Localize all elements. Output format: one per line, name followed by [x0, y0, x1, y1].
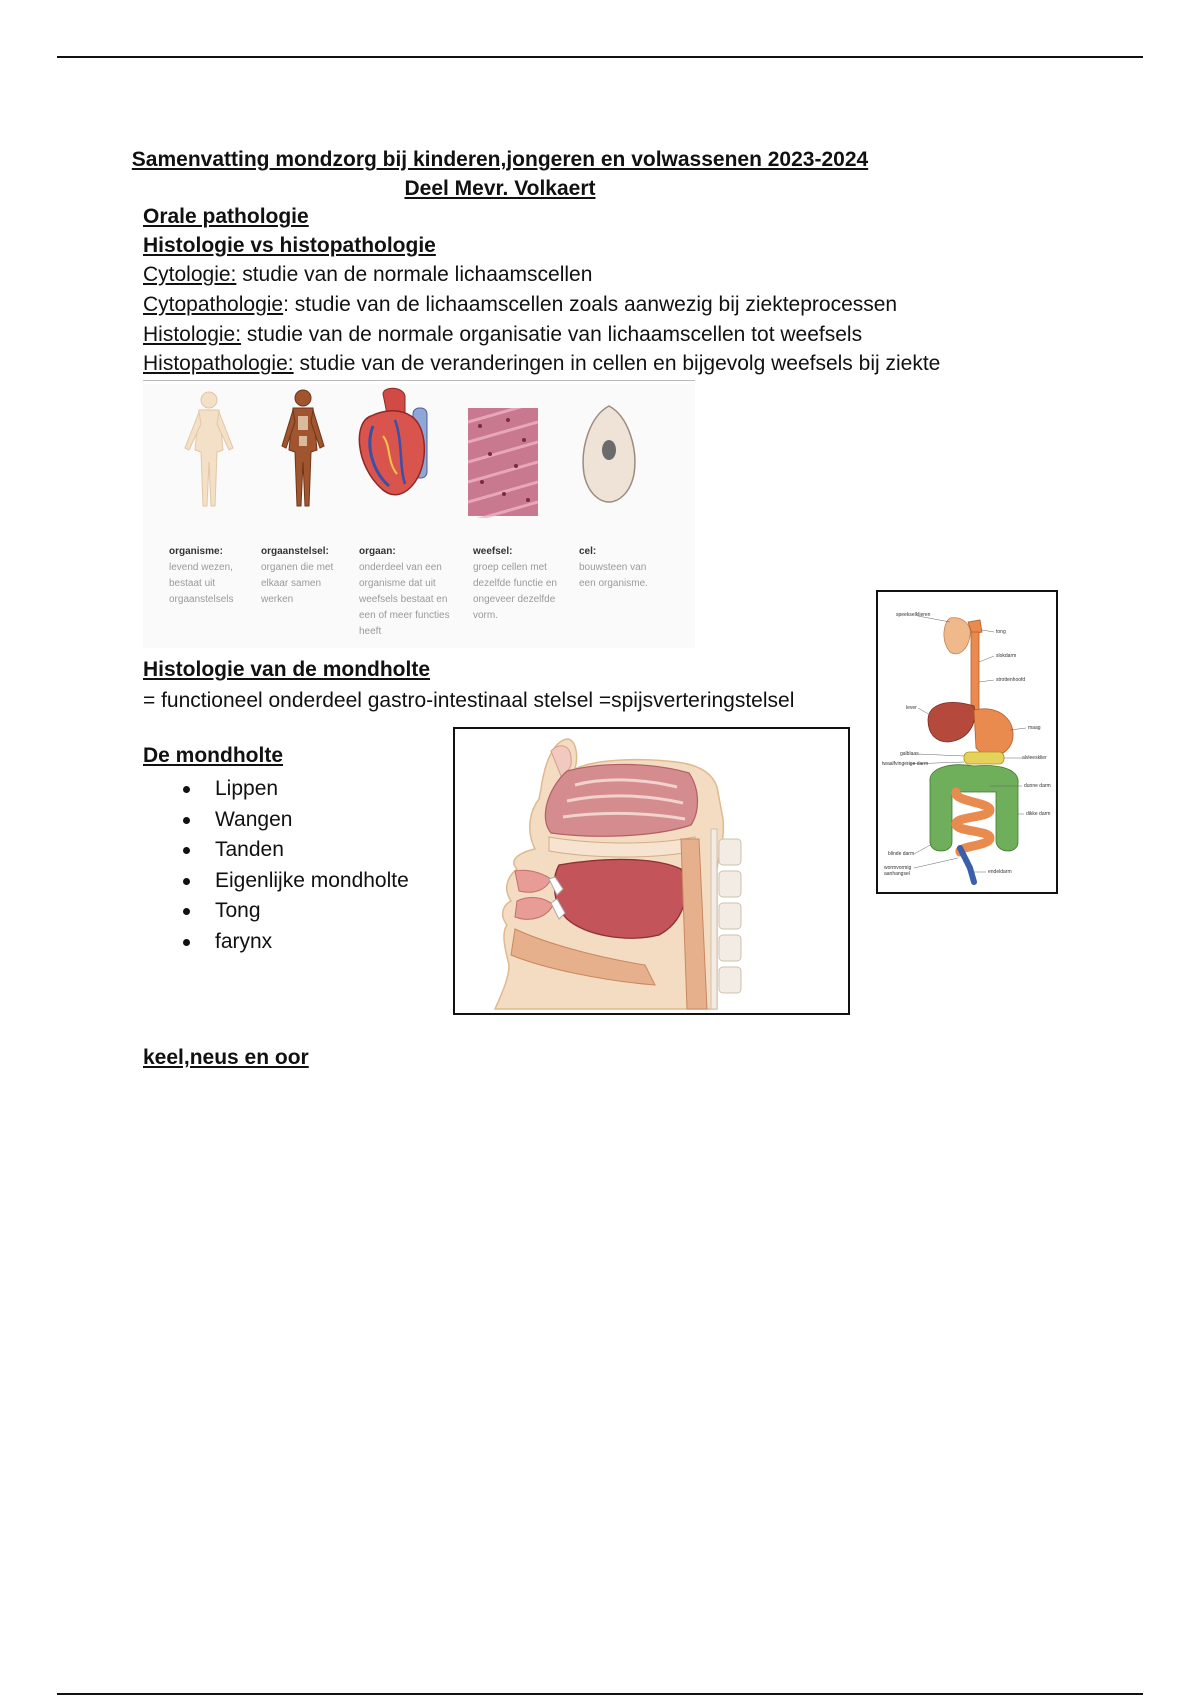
- label-blinde-darm: blinde darm: [888, 851, 915, 857]
- document-title: [0, 145, 1000, 203]
- caption-text: organen die met elkaar samen werken: [261, 562, 334, 605]
- list-item: Eigenlijke mondholte: [143, 866, 409, 897]
- definition-cytologie: [143, 260, 592, 289]
- definition-term: Histologie:: [143, 323, 242, 346]
- heading-keel-neus-oor: keel,neus en oor: [143, 1046, 309, 1069]
- caption-text: levend wezen, bestaat uit orgaanstelsels: [169, 562, 234, 605]
- caption-organisme: [169, 544, 247, 608]
- caption-cel: [579, 544, 663, 592]
- bottom-rule: [57, 1693, 1143, 1695]
- list-item: Tanden: [143, 835, 409, 866]
- cell-icon: [576, 404, 642, 504]
- oral-cavity-figure: [453, 727, 850, 1015]
- label-speekselklieren: speekselklieren: [896, 612, 931, 618]
- caption-orgaan: [359, 544, 459, 640]
- list-item: farynx: [143, 927, 409, 958]
- heart-icon: [353, 386, 441, 500]
- definition-text: studie van de veranderingen in cellen en bijgevolg weefsels bij ziekte: [293, 352, 941, 375]
- head-cross-section-illustration: [455, 729, 848, 1013]
- organ-system-icon: [278, 388, 328, 512]
- organisation-levels-figure: [143, 384, 695, 648]
- label-maag: maag: [1028, 725, 1041, 731]
- definition-term: Cytologie:: [143, 263, 237, 286]
- heading-histologie-mondholte: Histologie van de mondholte: [143, 658, 431, 681]
- label-lever: lever: [906, 705, 917, 711]
- caption-title: organisme:: [169, 546, 223, 557]
- caption-title: cel:: [579, 546, 597, 557]
- label-slokdarm: slokdarm: [996, 653, 1017, 659]
- digestive-system-figure: [876, 590, 1058, 894]
- heading-de-mondholte: De mondholte: [143, 744, 283, 767]
- label-strottenhoofd: strottenhoofd: [996, 677, 1026, 683]
- caption-title: orgaanstelsel:: [261, 546, 329, 557]
- list-item: Wangen: [143, 805, 409, 836]
- caption-orgaanstelsel: [261, 544, 349, 608]
- mondholte-list: [143, 774, 409, 958]
- definition-histologie: [143, 320, 862, 349]
- list-item: Lippen: [143, 774, 409, 805]
- definition-text: : studie van de lichaamscellen zoals aanwezig bij ziekteprocessen: [283, 293, 898, 316]
- digestive-system-illustration: [878, 592, 1056, 892]
- definition-text: studie van de normale organisatie van lichaamscellen tot weefsels: [241, 323, 863, 346]
- caption-text: onderdeel van een organisme dat uit weefsels bestaat en een of meer functies heeft: [359, 562, 450, 637]
- caption-weefsel: [473, 544, 569, 624]
- definition-text: studie van de normale lichaamscellen: [236, 263, 593, 286]
- label-alvleesklier: alvleesklier: [1022, 755, 1047, 761]
- label-dikke-darm: dikke darm: [1026, 811, 1051, 817]
- tissue-icon: [468, 408, 538, 518]
- definitions-underline: [143, 380, 695, 381]
- label-endeldarm: endeldarm: [988, 869, 1012, 875]
- top-rule: [57, 56, 1143, 58]
- list-item: Tong: [143, 896, 409, 927]
- label-wormvormig-aanhangsel: wormvormig aanhangsel: [884, 865, 912, 877]
- definition-term: Cytopathologie: [143, 293, 284, 316]
- mondholte-definition: = functioneel onderdeel gastro-intestinaal stelsel =spijsverteringstelsel: [143, 689, 795, 712]
- caption-text: groep cellen met dezelfde functie en ongeveer dezelfde vorm.: [473, 562, 557, 621]
- heading-orale-pathologie: Orale pathologie: [143, 205, 309, 228]
- title-line-1: Samenvatting mondzorg bij kinderen,jongeren en volwassenen 2023-2024: [131, 148, 869, 171]
- label-dunne-darm: dunne darm: [1024, 783, 1051, 789]
- label-galblaas: galblaas: [900, 751, 919, 757]
- caption-text: bouwsteen van een organisme.: [579, 562, 648, 589]
- definition-cytopathologie: [143, 290, 897, 319]
- definition-term: Histopathologie:: [143, 352, 294, 375]
- caption-title: weefsel:: [473, 546, 513, 557]
- caption-title: orgaan:: [359, 546, 396, 557]
- label-tong: tong: [996, 629, 1006, 635]
- title-line-2: Deel Mevr. Volkaert: [404, 177, 596, 200]
- human-body-icon: [171, 390, 247, 510]
- label-twaalfvingerige-darm: twaalfvingerige darm: [882, 761, 929, 767]
- definition-histopathologie: [143, 349, 940, 378]
- heading-histologie-vs-histopathologie: Histologie vs histopathologie: [143, 234, 436, 257]
